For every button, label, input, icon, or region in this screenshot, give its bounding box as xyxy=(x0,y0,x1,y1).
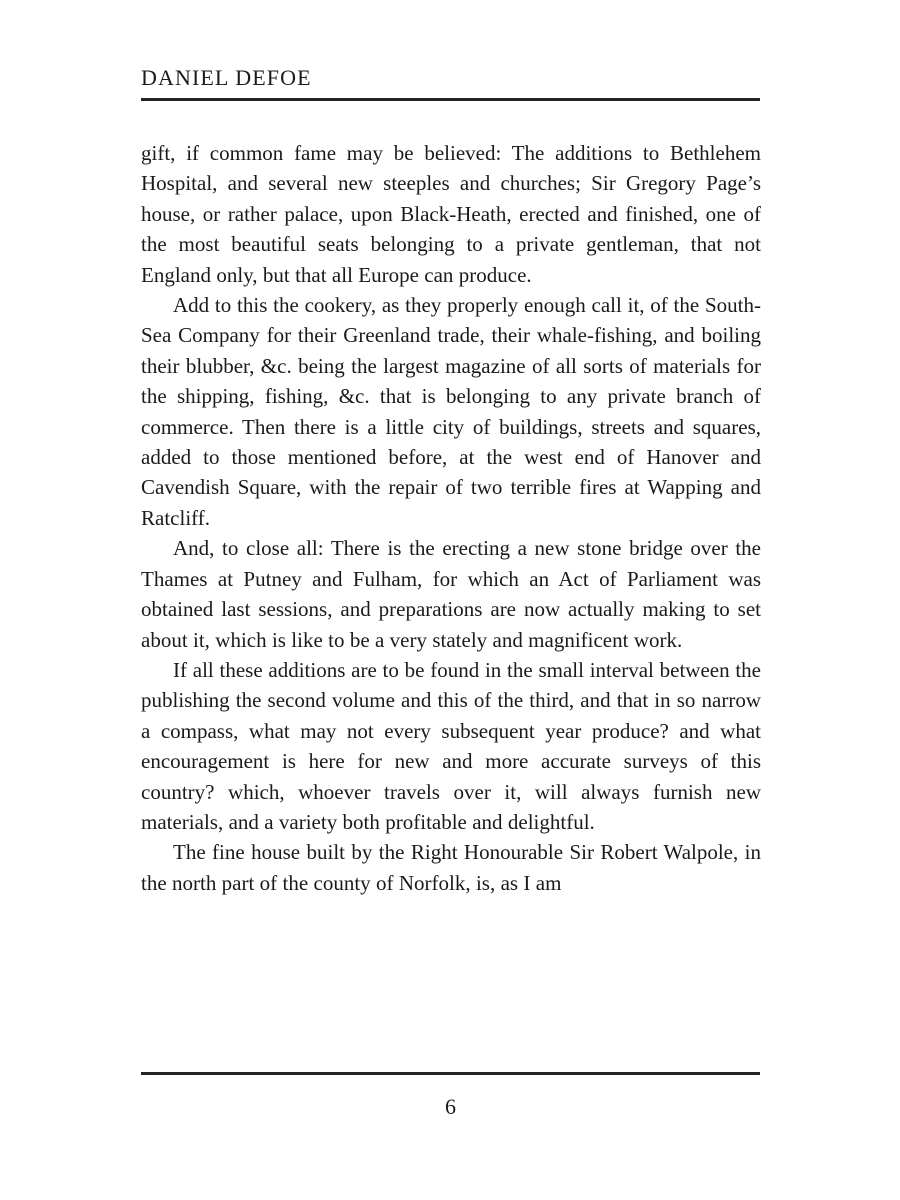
paragraph: Add to this the cookery, as they properly enough call it, of the South-Sea Company for their Greenland trade, their whale-fishing, and boiling their blubber, &c. being the largest magazine of all sorts of materials for the shipping, fishing, &c. that is belonging to any private branch of commerce. Then there is a little city of buildings, streets and squares, added to those mentioned before, at the west end of Hanover and Cavendish Square, with the repair of two terrible fires at Wapping and Ratcliff. xyxy=(141,293,761,530)
paragraph: If all these additions are to be found in the small interval between the publishing the second volume and this of the third, and that in so narrow a compass, what may not every subsequent year produce? and what encouragement is here for new and more accurate surveys of this country? which, whoever travels over it, will always furnish new materials, and a variety both profitable and delightful. xyxy=(141,657,761,834)
header-rule xyxy=(141,98,760,101)
paragraph: And, to close all: There is the erecting a new stone bridge over the Thames at Putney and Fulham, for which an Act of Parliament was obtained last sessions, and preparations are now actually making to set about it, which is like to be a very stately and magnificent work. xyxy=(141,536,761,652)
page-number: 6 xyxy=(445,1094,456,1119)
paragraph: gift, if common fame may be believed: The additions to Bethlehem Hospital, and several new steeples and churches; Sir Gregory Page’s house, or rather palace, upon Black-Heath, erected and finished, one of the most beautiful seats belonging to a private gentleman, that not England only, but that all Europe can produce. xyxy=(141,141,761,287)
body-text-block xyxy=(141,138,761,898)
running-head xyxy=(141,64,760,92)
paragraph: The fine house built by the Right Honourable Sir Robert Walpole, in the north part of the county of Norfolk, is, as I am xyxy=(141,840,761,895)
footer-rule xyxy=(141,1072,760,1075)
running-head-title: DANIEL DEFOE xyxy=(141,65,312,90)
